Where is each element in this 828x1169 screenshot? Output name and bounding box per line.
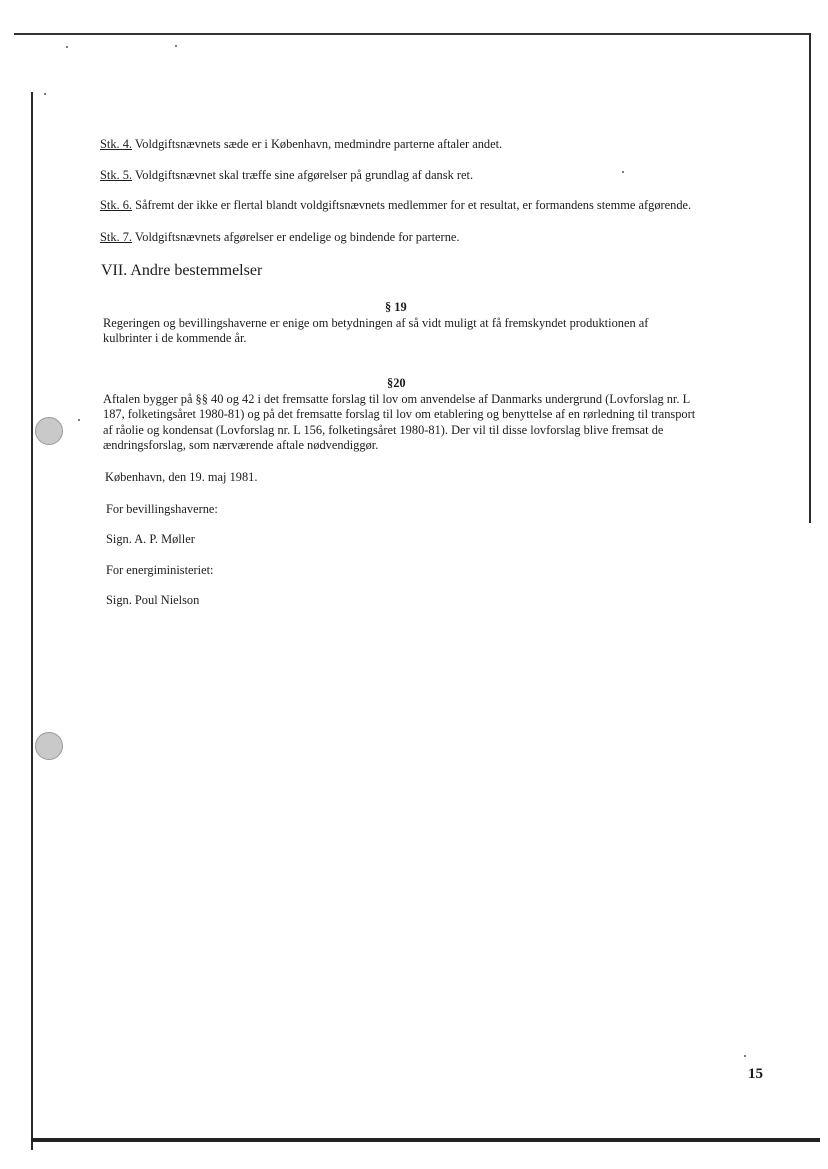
signature-licensees: Sign. A. P. Møller xyxy=(106,532,195,546)
stk-label: Stk. 5. xyxy=(100,168,133,182)
scan-border-top xyxy=(14,33,810,35)
place-date: København, den 19. maj 1981. xyxy=(105,470,258,484)
for-ministry-label: For energiministeriet: xyxy=(106,563,214,577)
stk-label: Stk. 6. xyxy=(100,198,133,212)
scan-speck xyxy=(622,171,624,173)
section-heading: VII. Andre bestemmelser xyxy=(101,262,263,279)
stk-label: Stk. 7. xyxy=(100,230,133,244)
stk-5 xyxy=(100,168,473,183)
stk-4 xyxy=(100,137,502,152)
punch-hole xyxy=(35,732,63,760)
paragraph-20-line: ændringsforslag, som nærværende aftale nødvendiggør. xyxy=(103,438,379,452)
scan-border-right xyxy=(809,33,811,523)
scan-speck xyxy=(66,46,68,48)
stk-label: Stk. 4. xyxy=(100,137,133,151)
stk-6 xyxy=(100,198,691,213)
signature-ministry: Sign. Poul Nielson xyxy=(106,593,200,607)
punch-hole xyxy=(35,417,63,445)
stk-text: Voldgiftsnævnets afgørelser er endelige og bindende for parterne. xyxy=(132,230,460,244)
scan-speck xyxy=(744,1055,746,1057)
scan-speck xyxy=(78,419,80,421)
stk-text: Voldgiftsnævnet skal træffe sine afgørelser på grundlag af dansk ret. xyxy=(132,168,474,182)
paragraph-20-line: Aftalen bygger på §§ 40 og 42 i det fremsatte forslag til lov om anvendelse af Danmarks undergrund (Lovforslag nr. L xyxy=(103,392,691,406)
paragraph-number-20: §20 xyxy=(387,376,406,390)
scan-speck xyxy=(175,45,177,47)
for-licensees-label: For bevillingshaverne: xyxy=(106,502,218,516)
stk-text: Såfremt der ikke er flertal blandt voldgiftsnævnets medlemmer for et resultat, er formandens stemme afgørende. xyxy=(132,198,692,212)
paragraph-20-line: af råolie og kondensat (Lovforslag nr. L 156, folketingsåret 1980-81). Der vil til disse lovforslag blive fremsat de xyxy=(103,423,664,437)
page-number: 15 xyxy=(748,1066,763,1082)
stk-text: Voldgiftsnævnets sæde er i København, medmindre parterne aftaler andet. xyxy=(132,137,503,151)
stk-7 xyxy=(100,230,459,245)
scan-border-left xyxy=(31,92,33,1150)
paragraph-number-19: § 19 xyxy=(385,300,407,314)
paragraph-20-line: 187, folketingsåret 1980-81) og på det fremsatte forslag til lov om etablering og benyttelse af en rørledning til transport xyxy=(103,407,696,421)
scan-border-bottom xyxy=(31,1138,820,1142)
paragraph-19-line: Regeringen og bevillingshaverne er enige om betydningen af så vidt muligt at få fremskyndet produktionen af xyxy=(103,316,649,330)
paragraph-19-line: kulbrinter i de kommende år. xyxy=(103,331,247,345)
scan-speck xyxy=(44,93,46,95)
